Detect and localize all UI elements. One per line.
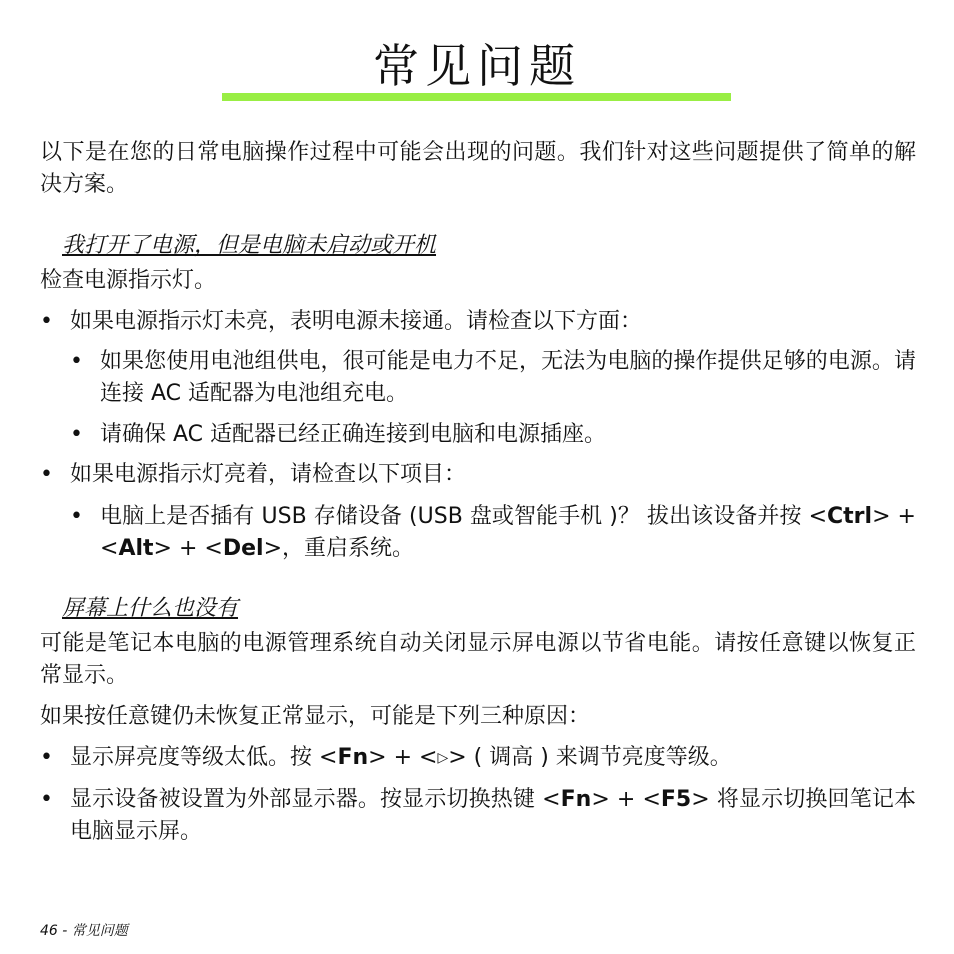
bullet-marker: • — [40, 462, 53, 487]
key-alt: Alt — [118, 536, 154, 561]
text-fragment: > + < — [153, 536, 223, 561]
section-heading-power: 我打开了电源，但是电脑未启动或开机 — [62, 233, 437, 258]
list-item-text: 如果电源指示灯亮着，请检查以下项目： — [70, 462, 467, 487]
key-fn: Fn — [560, 787, 592, 812]
list-item — [70, 501, 916, 565]
list-item — [40, 459, 916, 491]
list-item — [70, 419, 916, 451]
section-heading-blank-screen: 屏幕上什么也没有 — [62, 596, 239, 621]
section-lead-blank-screen: 可能是笔记本电脑的电源管理系统自动关闭显示屏电源以节省电能。请按任意键以恢复正常显示。 — [40, 631, 916, 688]
text-fragment: > + < — [100, 504, 916, 561]
page-title: 常见问题 — [373, 39, 581, 93]
key-f5: F5 — [660, 787, 692, 812]
bullet-marker: • — [70, 504, 83, 529]
list-item — [70, 346, 916, 410]
bullet-marker: • — [40, 745, 53, 770]
list-item-text — [70, 784, 916, 848]
bullet-marker: • — [40, 787, 53, 812]
key-fn: Fn — [337, 745, 369, 770]
text-fragment: 显示设备被设置为外部显示器。按显示切换热键 < — [70, 787, 561, 812]
list-item — [40, 306, 916, 338]
list-item-text: 请确保 AC 适配器已经正确连接到电脑和电源插座。 — [100, 422, 607, 447]
text-fragment: > ( 调高 ) 来调节亮度等级。 — [448, 745, 732, 770]
text-fragment: > 将显示切换回笔记本电脑显示屏。 — [70, 787, 916, 844]
intro-paragraph: 以下是在您的日常电脑操作过程中可能会出现的问题。我们针对这些问题提供了简单的解决方案。 — [40, 140, 916, 197]
bullet-marker: • — [70, 349, 83, 374]
text-fragment: > + < — [591, 787, 661, 812]
title-underline-bar — [222, 93, 731, 101]
text-fragment: 电脑上是否插有 USB 存储设备 (USB 盘或智能手机 )？ 拔出该设备并按 < — [100, 504, 827, 529]
list-item — [40, 742, 916, 774]
bullet-marker: • — [70, 422, 83, 447]
brightness-up-icon: ▷ — [437, 750, 449, 766]
text-fragment: >，重启系统。 — [263, 536, 414, 561]
section-lead-power: 检查电源指示灯。 — [40, 268, 217, 293]
list-item-text — [70, 742, 916, 774]
section-lead-causes: 如果按任意键仍未恢复正常显示，可能是下列三种原因： — [40, 704, 591, 729]
list-item-text — [100, 501, 916, 565]
list-item-text: 如果您使用电池组供电，很可能是电力不足，无法为电脑的操作提供足够的电源。请连接 AC 适配器为电池组充电。 — [100, 349, 916, 406]
page-footer: 46 - 常见问题 — [40, 923, 128, 939]
bullet-marker: • — [40, 309, 53, 334]
text-fragment: 显示屏亮度等级太低。按 < — [70, 745, 338, 770]
list-item — [40, 784, 916, 848]
key-del: Del — [222, 536, 264, 561]
key-ctrl: Ctrl — [827, 504, 873, 529]
list-item-text: 如果电源指示灯未亮，表明电源未接通。请检查以下方面： — [70, 309, 643, 334]
text-fragment: > + < — [368, 745, 438, 770]
